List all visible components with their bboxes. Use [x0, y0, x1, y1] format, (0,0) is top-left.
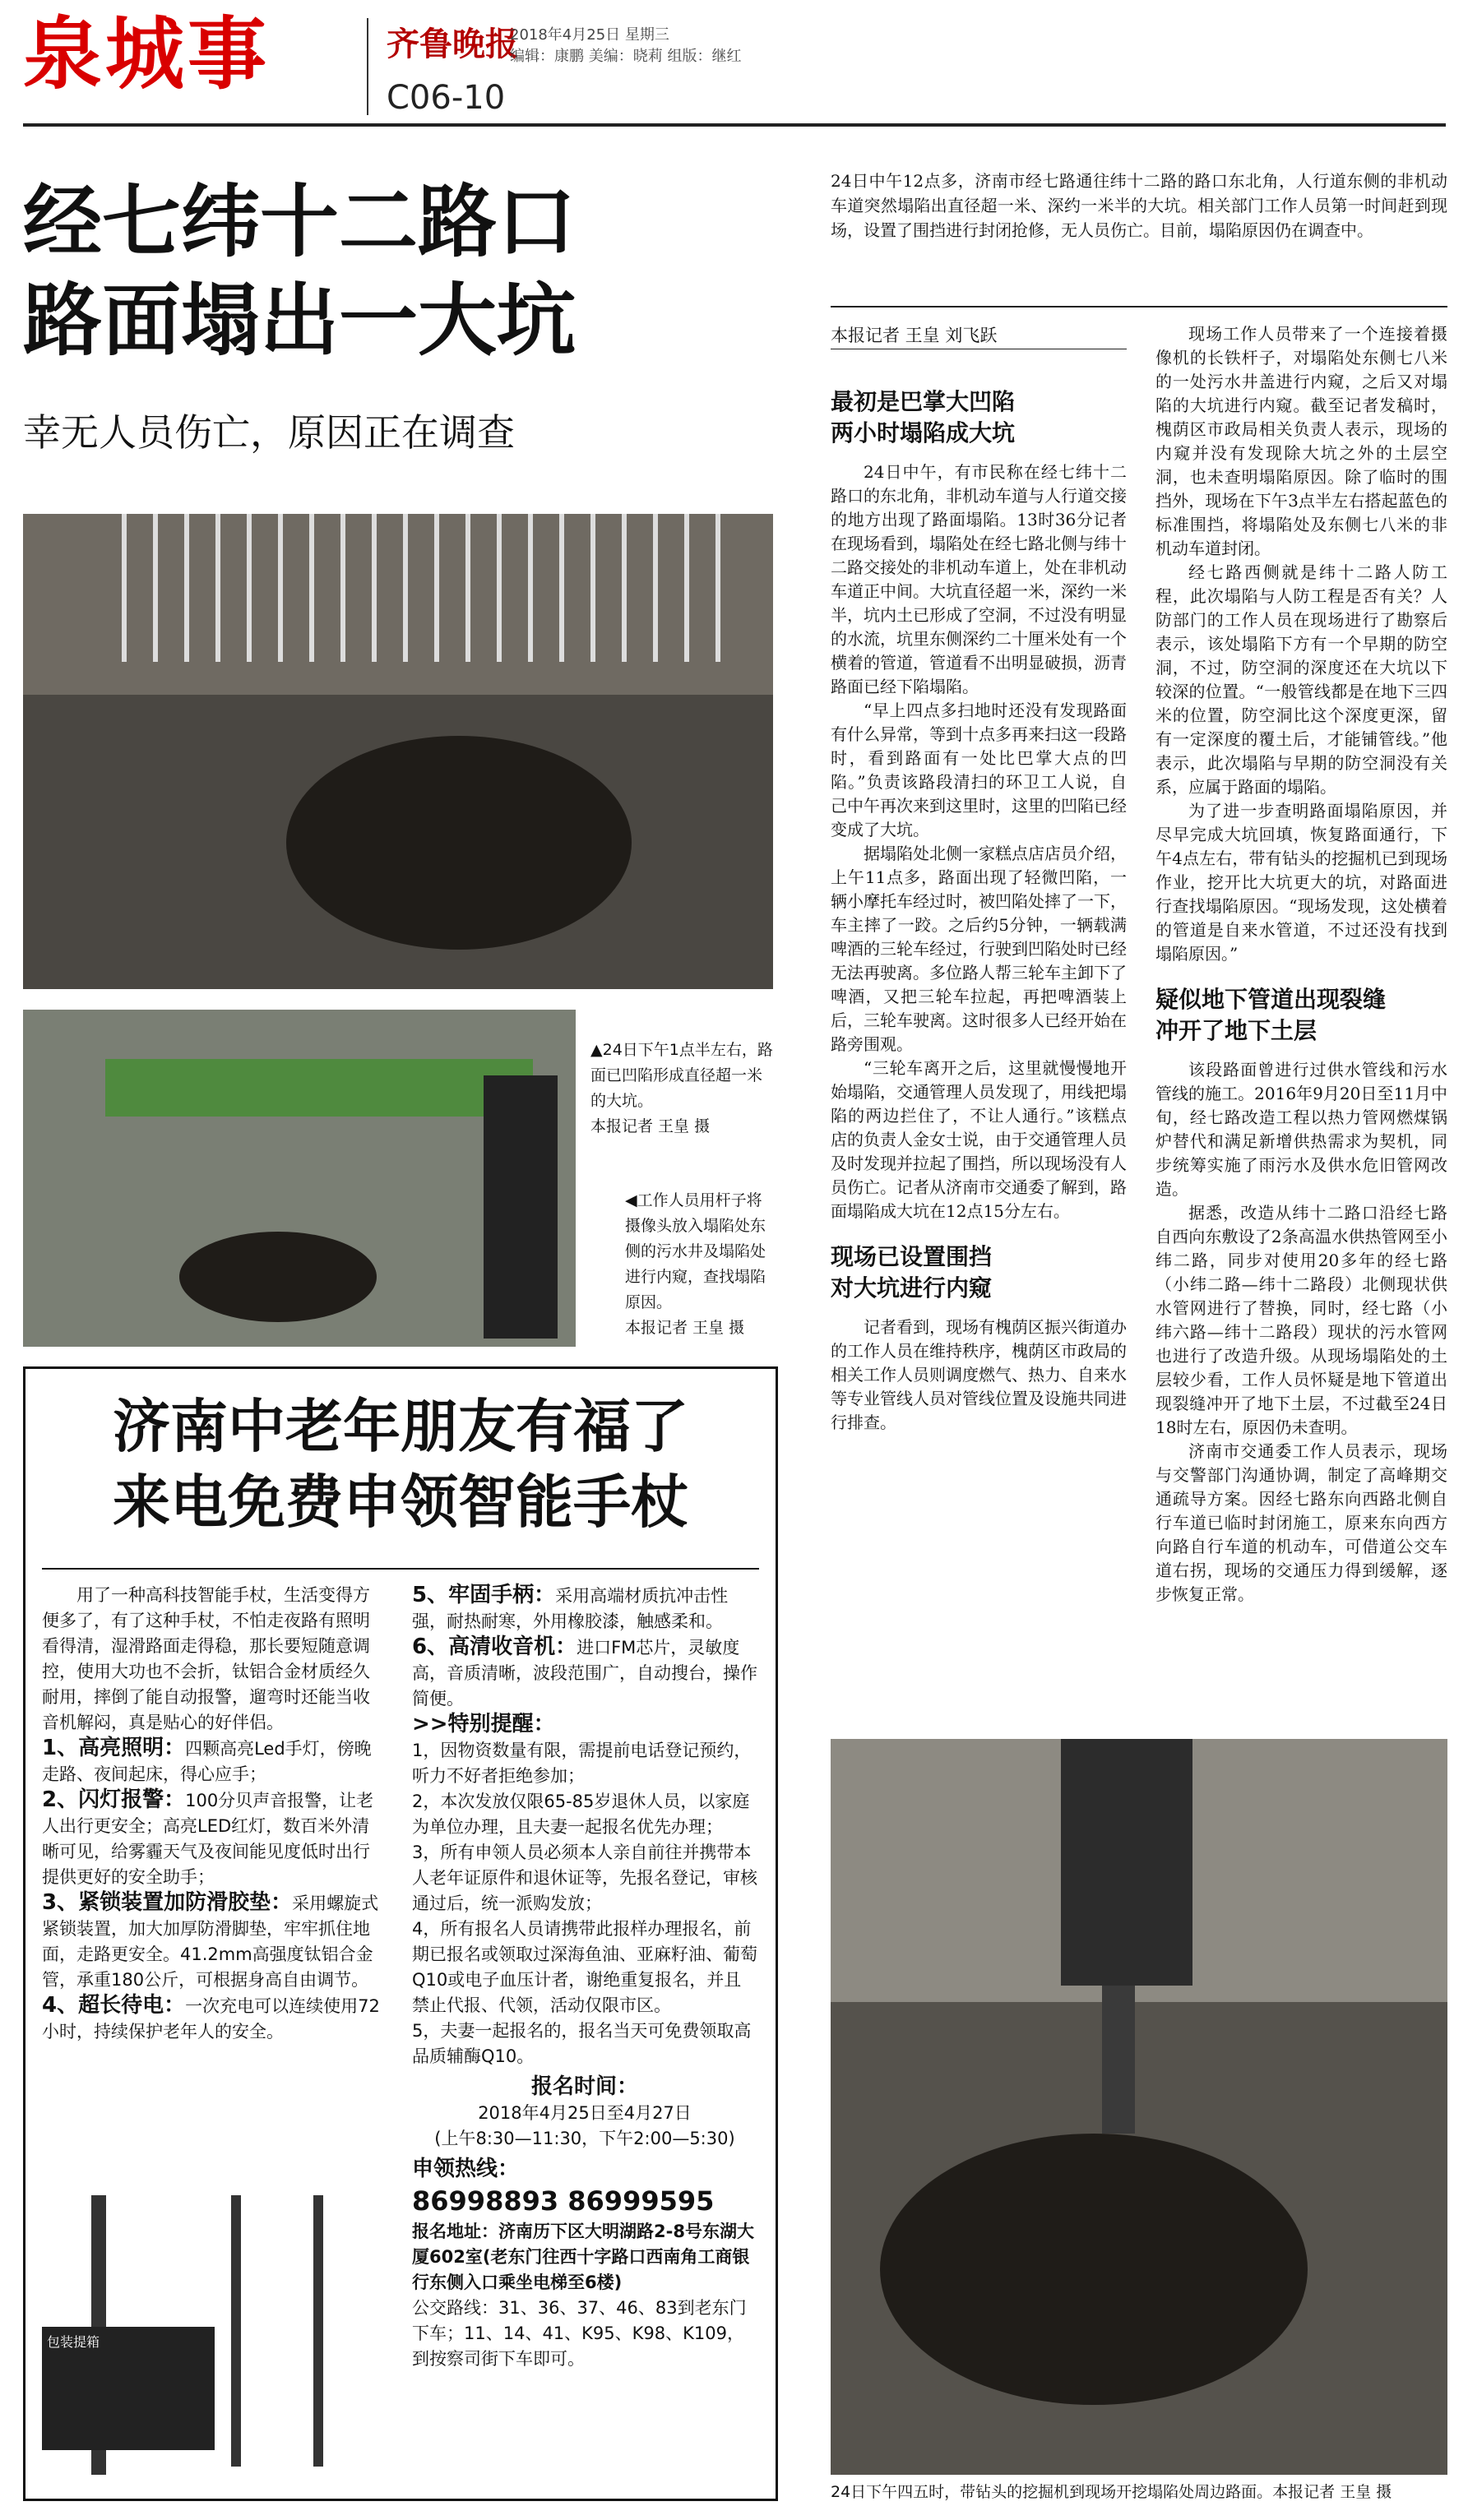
- ad-f3-title: 3、紧锁装置加防滑胶垫：: [42, 1890, 293, 1915]
- ad-time-dates: 2018年4月25日至4月27日: [478, 2103, 692, 2123]
- section-2-p2: 现场工作人员带来了一个连接着摄像机的长铁杆子，对塌陷处东侧七八米的一处污水井盖进行内窥，之后又对塌陷的大坑进行内窥。截至记者发稿时，槐荫区市政局相关负责人表示，现场的内窥并没有发现除大坑之外的土层空洞，也未查明塌陷原因。除了临时的围挡外，现场在下午3点半左右搭起蓝色的标准围挡，将塌陷处及东侧七八米的非机动车道封闭。: [1155, 324, 1447, 558]
- ad-product-image: [42, 2195, 371, 2479]
- ad-f4-text: 一次充电可以连续使用72小时，持续保护老年人的安全。: [42, 1996, 380, 2041]
- cane-icon-2: [231, 2195, 241, 2467]
- lead-paragraph: 24日中午12点多，济南市经七路通往纬十二路的路口东北角，人行道东侧的非机动车道突然塌陷出直径超一米、深约一米半的大坑。相关部门工作人员第一时间赶到现场，设置了围挡进行封闭抢修，无人员伤亡。目前，塌陷原因仍在调查中。: [831, 171, 1447, 240]
- headline: [23, 173, 576, 370]
- subheadline: 幸无人员伤亡，原因正在调查: [23, 410, 515, 455]
- ad-hotline-block: [412, 2157, 757, 2219]
- ad-address: 报名地址：济南历下区大明湖路2-8号东湖大厦602室(老东门往西十字路口西南角工商银行东侧入口乘坐电梯至6楼): [412, 2222, 754, 2292]
- smart-cane-advertisement: [23, 1366, 778, 2501]
- ad-bus: 公交路线：31、36、37、46、83到老东门下车；11、14、41、K95、K98、K109，到按察司街下车即可。: [412, 2298, 747, 2369]
- section-1-p1: 24日中午，有市民称在经七纬十二路口的东北角，非机动车道与人行道交接的地方出现了路面塌陷。13时36分记者在现场看到，塌陷处在经七路北侧与纬十二路交接处的非机动车道上，处在非机动车道正中间。大坑直径超一米，深约一米半，坑内土已形成了空洞，不过没有明显的水流，坑里东侧深约二十厘米处有一个横着的管道，管道看不出明显破损，沥青路面已经下陷塌陷。: [831, 462, 1127, 696]
- ad-time-title: 报名时间：: [530, 2074, 638, 2099]
- paper-logo: 齐鲁晚报: [387, 25, 518, 63]
- section-3-p2: 据悉，改造从纬十二路口沿经七路自西向东敷设了2条高温水供热管网至小纬二路，同步对使用20多年的经七路（小纬二路—纬十二路段）北侧现状供水管网进行了替换，同时，经七路（小纬六路—纬十二路段）现状的污水管网也进行了改造升级。从现场塌陷处的土层较少看，工作人员怀疑是地下管道出现裂缝冲开了地下土层，不过截至24日18时左右，原因仍未查明。: [1155, 1203, 1447, 1437]
- ad-notice-2: 2，本次发放仅限65-85岁退休人员，以家庭为单位办理，且夫妻一起报名优先办理；: [412, 1792, 750, 1837]
- lead-rule: [831, 306, 1447, 307]
- ad-hotline-title: 申领热线：: [412, 2157, 520, 2181]
- ad-f2-title: 2、闪灯报警：: [42, 1787, 186, 1812]
- ad-notice-4: 4，所有报名人员请携带此报样办理报名，前期已报名或领取过深海鱼油、亚麻籽油、葡萄Q10或电子血压计者，谢绝重复报名，并且禁止代报、代领，活动仅限市区。: [412, 1919, 757, 2015]
- section-1-title-a: 最初是巴掌大凹陷: [831, 388, 1016, 415]
- column-2: [1155, 322, 1447, 1607]
- ad-notice-3: 3，所有申领人员必须本人亲自前往并携带本人老年证原件和退休证等，先报名登记，审核通过后，统一派购发放；: [412, 1843, 757, 1913]
- ad-f4-title: 4、超长待电：: [42, 1993, 186, 2018]
- byline: 本报记者 王皇 刘飞跃: [831, 326, 998, 345]
- caption-photo-2: [625, 1188, 773, 1341]
- section-3-body: [1155, 1058, 1447, 1607]
- ad-intro: 用了一种高科技智能手杖，生活变得方便多了，有了这种手杖，不怕走夜路有照明看得清，湿滑路面走得稳，那长要短随意调控，使用大功也不会折，钛铝合金材质经久耐用，摔倒了能自动报警，遛弯时还能当收音机解闷，真是贴心的好伴侣。: [42, 1585, 370, 1732]
- section-title: 泉城事: [23, 8, 270, 100]
- ad-f3-text: 采用螺旋式紧锁装置，加大加厚防滑脚垫，牢牢抓住地面，走路更安全。41.2mm高强度钛铝合金管，承重180公斤，可根据身高自由调节。: [42, 1893, 379, 1990]
- section-2-p1: 记者看到，现场有槐荫区振兴街道办的工作人员在维持秩序，槐荫区市政局的相关工作人员则调度燃气、热力、自来水等专业管线人员对管线位置及设施共同进行排查。: [831, 1317, 1127, 1432]
- caption-photo-3: 24日下午四五时，带钻头的挖掘机到现场开挖塌陷处周边路面。本报记者 王皇 摄: [831, 2483, 1392, 2501]
- section-2-p4: 为了进一步查明路面塌陷原因，并尽早完成大坑回填，恢复路面通行，下午4点左右，带有钻头的挖掘机已到现场作业，挖开比大坑更大的坑，对路面进行查找塌陷原因。“现场发现，这处横着的管道是自来水管道，不过还没有找到塌陷原因。”: [1155, 801, 1447, 964]
- section-3-p1: 该段路面曾进行过供水管线和污水管线的施工。2016年9月20日至11月中旬，经七路改造工程以热力管网燃煤锅炉替代和满足新增供热需求为契机，同步统筹实施了雨污水及供水危旧管网改造。: [1155, 1060, 1447, 1199]
- masthead-rule: [23, 123, 1446, 127]
- package-box: [42, 2327, 215, 2450]
- date-line: 2018年4月25日 星期三: [510, 26, 669, 44]
- ad-title-line-1: 济南中老年朋友有福了: [113, 1392, 688, 1460]
- ad-f6-title: 6、高清收音机：: [412, 1635, 577, 1659]
- section-2-title-b: 对大坑进行内窥: [831, 1274, 993, 1302]
- section-1-p3: 据塌陷处北侧一家糕点店店员介绍，上午11点多，路面出现了轻微凹陷，一辆小摩托车经过时，被凹陷处摔了一下，车主摔了一跤。之后约5分钟，一辆载满啤酒的三轮车经过，行驶到凹陷处时已经无法再驶离。多位路人帮三轮车主卸下了啤酒，又把三轮车拉起，再把啤酒装上后，三轮车驶离。这时很多人已经开始在路旁围观。: [831, 844, 1127, 1054]
- photo-inspection: [23, 1010, 576, 1347]
- section-2-title-a: 现场已设置围挡: [831, 1243, 993, 1270]
- headline-line-1: 经七纬十二路口: [23, 175, 576, 268]
- caption-2-credit: 本报记者 王皇 摄: [625, 1319, 745, 1337]
- ad-notice-title: >>特别提醒：: [412, 1712, 555, 1736]
- section-2-body-b: [1155, 322, 1447, 966]
- caption-1-text: ▲24日下午1点半左右，路面已凹陷形成直径超一米的大坑。: [590, 1041, 773, 1110]
- section-1-title-b: 两小时塌陷成大坑: [831, 419, 1016, 446]
- ad-f2-text: 100分贝声音报警，让老人出行更安全；高亮LED红灯，数百米外清晰可见，给雾霾天气及夜间能见度低时出行提供更好的安全助手；: [42, 1791, 374, 1887]
- ad-hotline-numbers: 86998893 86999595: [412, 2185, 715, 2217]
- ad-left-column: [42, 1583, 383, 2045]
- ad-notice-5: 5，夫妻一起报名的，报名当天可免费领取高品质辅酶Q10。: [412, 2021, 752, 2066]
- ad-time-hours: (上午8:30—11:30，下午2:00—5:30): [434, 2129, 735, 2148]
- ad-f5-text: 采用高端材质抗冲击性强，耐热耐寒，外用橡胶漆，触感柔和。: [412, 1586, 729, 1631]
- section-2-body-a: [831, 1315, 1127, 1435]
- ad-f1-text: 四颗高亮Led手灯，傍晚走路、夜间起床，得心应手；: [42, 1739, 372, 1784]
- section-1-p4: “三轮车离开之后，这里就慢慢地开始塌陷，交通管理人员发现了，用线把塌陷的两边拦住了，不让人通行。”该糕点店的负责人金女士说，由于交通管理人员及时发现并拉起了围挡，所以现场没有人员伤亡。记者从济南市交通委了解到，路面塌陷成大坑在12点15分左右。: [831, 1058, 1127, 1221]
- ad-right-column: [412, 1583, 757, 2372]
- masthead-divider: [367, 18, 368, 115]
- cane-icon-3: [313, 2195, 323, 2467]
- caption-1-credit: 本报记者 王皇 摄: [590, 1117, 711, 1135]
- section-3-p3: 济南市交通委工作人员表示，现场与交警部门沟通协调，制定了高峰期交通疏导方案。因经七路东向西路北侧自行车道已临时封闭施工，原来东向西方向路自行车道的机动车，可借道公交车道右拐，现场的交通压力得到缓解，逐步恢复正常。: [1155, 1441, 1447, 1604]
- ad-f6-text: 进口FM芯片，灵敏度高，音质清晰，波段范围广，自动搜台，操作简便。: [412, 1638, 757, 1709]
- section-3-title-a: 疑似地下管道出现裂缝: [1155, 986, 1387, 1013]
- caption-photo-1: [590, 1038, 773, 1140]
- headline-line-2: 路面塌出一大坑: [23, 274, 576, 367]
- staff-line: 编辑：康鹏 美编：晓莉 组版：继红: [510, 48, 742, 65]
- package-label: 包装提箱: [47, 2334, 100, 2350]
- section-1-body: [831, 460, 1127, 1223]
- ad-title-line-2: 来电免费申领智能手杖: [113, 1468, 688, 1536]
- section-3-title-b: 冲开了地下土层: [1155, 1017, 1317, 1044]
- caption-2-text: ◀工作人员用杆子将摄像头放入塌陷处东侧的污水井及塌陷处进行内窥，查找塌陷原因。: [625, 1191, 766, 1311]
- ad-time-block: [412, 2074, 757, 2152]
- photo-sinkhole-main: [23, 514, 773, 989]
- page-number: C06-10: [387, 79, 506, 117]
- ad-f5-title: 5、牢固手柄：: [412, 1583, 556, 1607]
- section-2-p3: 经七路西侧就是纬十二路人防工程，此次塌陷与人防工程是否有关？人防部门的工作人员在现场进行了勘察后表示，该处塌陷下方有一个早期的防空洞，不过，防空洞的深度还在大坑以下较深的位置。“一般管线都是在地下三四米的位置，防空洞比这个深度更深，留有一定深度的覆土后，才能铺管线。”他表示，此次塌陷与早期的防空洞没有关系，应属于路面的塌陷。: [1155, 562, 1447, 797]
- section-1-p2: “早上四点多扫地时还没有发现路面有什么异常，等到十点多再来扫这一段路时，看到路面有一处比巴掌大点的凹陷。”负责该路段清扫的环卫工人说，自己中午再次来到这里时，这里的凹陷已经变成了大坑。: [831, 701, 1127, 839]
- ad-f1-title: 1、高亮照明：: [42, 1736, 186, 1760]
- ad-notice-1: 1，因物资数量有限，需提前电话登记预约，听力不好者拒绝参加；: [412, 1741, 752, 1786]
- column-1: [831, 386, 1127, 1435]
- photo-excavator: [831, 1739, 1447, 2475]
